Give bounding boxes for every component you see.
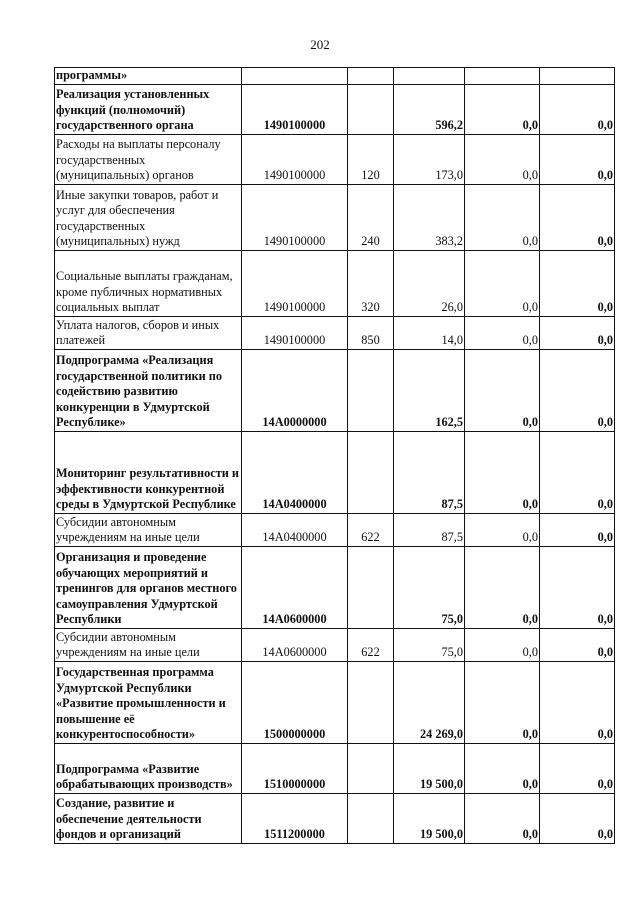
table-row <box>55 85 615 135</box>
row-amount-year3: 0,0 <box>540 251 615 317</box>
row-name: Подпрограмма «Реализация государственной политики по содействию развитию конкуренции в Удмуртской Республике» <box>55 350 242 432</box>
row-name: Мониторинг результативности и эффективности конкурентной среды в Удмуртской Республике <box>55 432 242 514</box>
row-expense-type: 622 <box>348 629 394 662</box>
row-amount-year2: 0,0 <box>465 85 540 135</box>
row-name: Субсидии автономным учреждениям на иные цели <box>55 629 242 662</box>
table-row <box>55 629 615 662</box>
row-amount: 87,5 <box>394 514 465 547</box>
row-amount: 14,0 <box>394 317 465 350</box>
table-row <box>55 185 615 251</box>
row-amount-year3 <box>540 68 615 85</box>
row-code <box>242 68 348 85</box>
row-code: 1510000000 <box>242 744 348 794</box>
row-name: Реализация установленных функций (полномочий) государственного органа <box>55 85 242 135</box>
row-expense-type: 120 <box>348 135 394 185</box>
row-amount-year2: 0,0 <box>465 135 540 185</box>
row-name: Субсидии автономным учреждениям на иные цели <box>55 514 242 547</box>
row-expense-type <box>348 350 394 432</box>
table-row <box>55 135 615 185</box>
row-amount-year3: 0,0 <box>540 185 615 251</box>
budget-table <box>54 67 615 844</box>
row-name: программы» <box>55 68 242 85</box>
row-name: Государственная программа Удмуртской Республики «Развитие промышленности и повышение её конкурентоспособности» <box>55 662 242 744</box>
row-name: Социальные выплаты гражданам, кроме публичных нормативных социальных выплат <box>55 251 242 317</box>
row-amount-year3: 0,0 <box>540 317 615 350</box>
row-amount: 162,5 <box>394 350 465 432</box>
row-amount-year3: 0,0 <box>540 135 615 185</box>
row-name: Организация и проведение обучающих мероприятий и тренингов для органов местного самоуправления Удмуртской Республики <box>55 547 242 629</box>
row-code: 14А0000000 <box>242 350 348 432</box>
row-code: 1490100000 <box>242 135 348 185</box>
row-amount: 173,0 <box>394 135 465 185</box>
row-name: Создание, развитие и обеспечение деятельности фондов и организаций <box>55 794 242 844</box>
row-expense-type: 850 <box>348 317 394 350</box>
table-row <box>55 432 615 514</box>
row-amount: 19 500,0 <box>394 794 465 844</box>
table-row <box>55 744 615 794</box>
row-name: Расходы на выплаты персоналу государственных (муниципальных) органов <box>55 135 242 185</box>
row-expense-type <box>348 744 394 794</box>
row-amount-year2: 0,0 <box>465 251 540 317</box>
row-amount-year2: 0,0 <box>465 547 540 629</box>
row-code: 1500000000 <box>242 662 348 744</box>
row-expense-type: 320 <box>348 251 394 317</box>
row-amount-year2: 0,0 <box>465 185 540 251</box>
table-body <box>55 68 615 844</box>
row-amount: 87,5 <box>394 432 465 514</box>
row-expense-type <box>348 68 394 85</box>
row-amount <box>394 68 465 85</box>
row-amount-year2: 0,0 <box>465 662 540 744</box>
row-expense-type: 622 <box>348 514 394 547</box>
row-amount-year3: 0,0 <box>540 547 615 629</box>
table-row <box>55 547 615 629</box>
table-row <box>55 794 615 844</box>
row-code: 1490100000 <box>242 85 348 135</box>
row-amount-year2: 0,0 <box>465 794 540 844</box>
row-code: 14А0400000 <box>242 514 348 547</box>
row-code: 1490100000 <box>242 317 348 350</box>
row-expense-type <box>348 432 394 514</box>
row-expense-type <box>348 794 394 844</box>
row-amount-year3: 0,0 <box>540 432 615 514</box>
row-amount-year3: 0,0 <box>540 85 615 135</box>
table-row <box>55 350 615 432</box>
row-amount: 75,0 <box>394 547 465 629</box>
row-amount-year2: 0,0 <box>465 350 540 432</box>
row-expense-type <box>348 662 394 744</box>
row-expense-type: 240 <box>348 185 394 251</box>
row-code: 14А0600000 <box>242 629 348 662</box>
row-amount-year3: 0,0 <box>540 744 615 794</box>
row-amount-year3: 0,0 <box>540 514 615 547</box>
row-amount-year2 <box>465 68 540 85</box>
row-amount-year3: 0,0 <box>540 794 615 844</box>
row-name: Уплата налогов, сборов и иных платежей <box>55 317 242 350</box>
row-name: Иные закупки товаров, работ и услуг для обеспечения государственных (муниципальных) нужд <box>55 185 242 251</box>
row-amount-year2: 0,0 <box>465 744 540 794</box>
table-row <box>55 251 615 317</box>
row-expense-type <box>348 547 394 629</box>
row-code: 14А0600000 <box>242 547 348 629</box>
row-amount-year2: 0,0 <box>465 514 540 547</box>
table-row <box>55 514 615 547</box>
table-row <box>55 662 615 744</box>
table-row <box>55 68 615 85</box>
row-amount: 383,2 <box>394 185 465 251</box>
row-code: 14А0400000 <box>242 432 348 514</box>
table-row <box>55 317 615 350</box>
row-name: Подпрограмма «Развитие обрабатывающих производств» <box>55 744 242 794</box>
row-amount: 24 269,0 <box>394 662 465 744</box>
row-code: 1490100000 <box>242 185 348 251</box>
row-amount-year2: 0,0 <box>465 629 540 662</box>
page-number: 202 <box>310 37 330 52</box>
row-amount-year2: 0,0 <box>465 432 540 514</box>
row-amount-year2: 0,0 <box>465 317 540 350</box>
row-amount: 596,2 <box>394 85 465 135</box>
row-amount: 75,0 <box>394 629 465 662</box>
row-amount: 26,0 <box>394 251 465 317</box>
row-amount-year3: 0,0 <box>540 350 615 432</box>
row-code: 1490100000 <box>242 251 348 317</box>
row-code: 1511200000 <box>242 794 348 844</box>
row-expense-type <box>348 85 394 135</box>
row-amount: 19 500,0 <box>394 744 465 794</box>
row-amount-year3: 0,0 <box>540 662 615 744</box>
row-amount-year3: 0,0 <box>540 629 615 662</box>
